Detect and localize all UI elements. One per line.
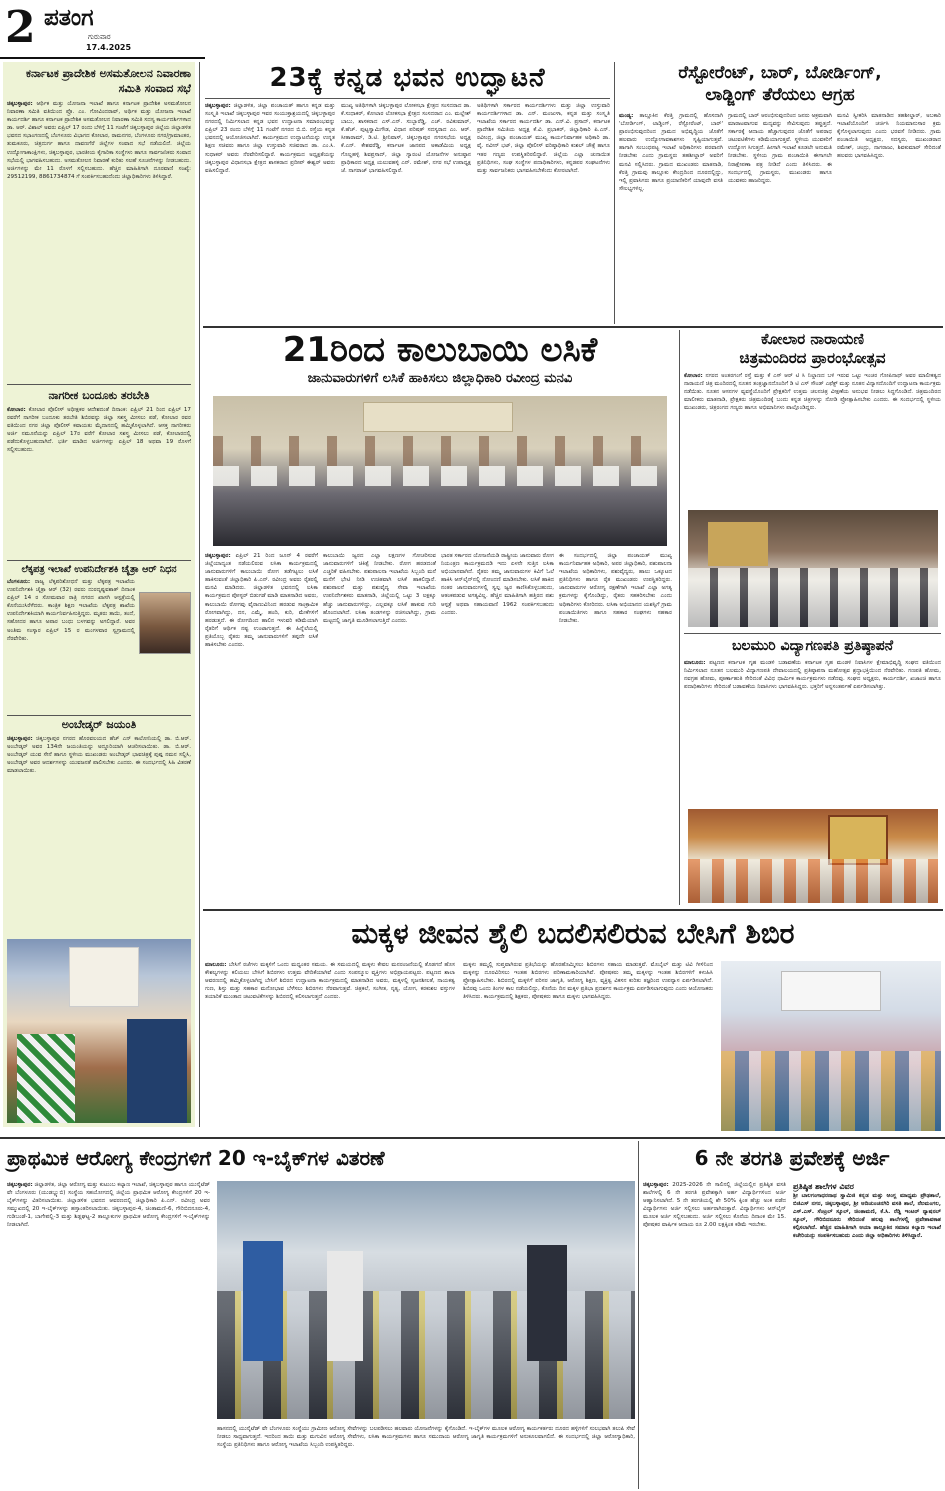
story-column: [728, 112, 832, 322]
story-column: [793, 1181, 941, 1487]
lead-story: [205, 62, 610, 324]
summer-camp-photo: [721, 961, 941, 1131]
dateline: ಚಿಕ್ಕಬಳ್ಳಾಪುರ:: [7, 736, 33, 742]
story-body: ಏಪ್ರಿಲ್ 21 ರಿಂದ ಜೂನ್ 4 ರವರೆಗೆ ಜಿಲ್ಲೆಯಾದ್ಯಂತ ನಡೆಯಲಿರುವ ಲಸಿಕಾ ಕಾರ್ಯಕ್ರಮದಲ್ಲಿ ಜಾನುವಾರುಗಳಿಗೆ ಕಾಲುಬಾಯಿ ರೋಗ ತಡೆಗಟ್ಟಲು ಲಸಿಕೆ ಹಾಕಿಸುವಂತೆ ಜಿಲ್ಲಾಧಿಕಾರಿ ಪಿ.ಎನ್. ರವೀಂದ್ರ ಅವರು ರೈತರಲ್ಲಿ ಮನವಿ ಮಾಡಿದರು. ಜಿಲ್ಲಾಡಳಿತ ಭವನದಲ್ಲಿ ಲಸಿಕಾ ಕಾರ್ಯಕ್ರಮದ ಪೋಸ್ಟರ್ ಬಿಡುಗಡೆ ಮಾಡಿ ಮಾತನಾಡಿದ ಅವರು, ಕಾಲುಬಾಯಿ ರೋಗವು ವೈರಾಣುವಿನಿಂದ ಹರಡುವ ಸಾಂಕ್ರಾಮಿಕ ರೋಗವಾಗಿದ್ದು, ದನ, ಎಮ್ಮೆ, ಹಂದಿ, ಕುರಿ, ಮೇಕೆಗಳಿಗೆ ಹರಡುತ್ತದೆ. ಈ ರೋಗದಿಂದ ಹಾಲಿನ ಇಳುವರಿ ಕಡಿಮೆಯಾಗಿ ರೈತರಿಗೆ ಆರ್ಥಿಕ ನಷ್ಟ ಉಂಟಾಗುತ್ತದೆ. ಈ ಹಿನ್ನೆಲೆಯಲ್ಲಿ ಪ್ರತಿಯೊಬ್ಬ ರೈತರು ತಮ್ಮ ಜಾನುವಾರುಗಳಿಗೆ ತಪ್ಪದೇ ಲಸಿಕೆ ಹಾಕಿಸಬೇಕು ಎಂದರು.: [205, 553, 318, 649]
story-body: ಜಿಲ್ಲಾಡಳಿತ, ಜಿಲ್ಲಾ ಆರೋಗ್ಯ ಮತ್ತು ಕುಟುಂಬ ಕಲ್ಯಾಣ ಇಲಾಖೆ, ಚಿಕ್ಕಬಳ್ಳಾಪುರ ಹಾಗೂ ಯುನೈಟೆಡ್ ವೇ ಬೆಂಗಳೂರು (ಯುಡಬ್ಲ್ಯುಬಿ) ಸಂಸ್ಥೆಯ ಸಹಯೋಗದಲ್ಲಿ ಜಿಲ್ಲೆಯ ಪ್ರಾಥಮಿಕ ಆರೋಗ್ಯ ಕೇಂದ್ರಗಳಿಗೆ 20 ಇ-ಬೈಕ್‌ಗಳನ್ನು ವಿತರಿಸಲಾಯಿತು. ಜಿಲ್ಲಾಡಳಿತ ಭವನದ ಆವರಣದಲ್ಲಿ ಜಿಲ್ಲಾಧಿಕಾರಿ ಪಿ.ಎನ್. ರವೀಂದ್ರ ಅವರ ಸಮ್ಮುಖದಲ್ಲಿ 20 ಇ-ಬೈಕ್‌ಗಳನ್ನು ಹಸ್ತಾಂತರಿಸಲಾಯಿತು. ಚಿಕ್ಕಬಳ್ಳಾಪುರ-4, ಚಿಂತಾಮಣಿ-6, ಗೌರಿಬಿದನೂರು-4, ಗುಡಿಬಂಡೆ-1, ಬಾಗೇಪಲ್ಲಿ-3 ಮತ್ತು ಶಿಡ್ಲಘಟ್ಟ-2 ತಾಲ್ಲೂಕುಗಳ ಪ್ರಾಥಮಿಕ ಆರೋಗ್ಯ ಕೇಂದ್ರಗಳಿಗೆ ಇ-ಬೈಕ್‌ಗಳನ್ನು ನೀಡಲಾಗಿದೆ.: [7, 1182, 210, 1229]
vaccine-story: [205, 330, 675, 905]
camp-story: [205, 913, 941, 1133]
page-number: 2: [5, 2, 36, 53]
story-body: ಕೋಲಾರ ಪೊಲೀಸ್ ಅಧೀಕ್ಷಕರ ಆದೇಶದಂತೆ ದಿನಾಂಕ: ಏಪ್ರಿಲ್ 21 ರಿಂದ ಏಪ್ರಿಲ್ 17 ರವರೆಗೆ ನಾಗರೀಕ ಬಂದೂಕು ತರಬೇತಿ ಶಿಬಿರವನ್ನು ಜಿಲ್ಲಾ ಸಶಸ್ತ್ರ ಮೀಸಲು ಪಡೆ, ಕೋಲಾರ ರವರ ವತಿಯಿಂದ ನಗರ ಜಿಲ್ಲಾ ಪೊಲೀಸ್ ಕವಾಯತು ಮೈದಾನದಲ್ಲಿ ಹಮ್ಮಿಕೊಳ್ಳಲಾಗಿದೆ. ಆಸಕ್ತ ನಾಗರೀಕರು ಅರ್ಜಿ ನಮೂನೆಯನ್ನು ಏಪ್ರಿಲ್ 17ರ ವರೆಗೆ ಕೋಲಾರ ಸಶಸ್ತ್ರ ಮೀಸಲು ಪಡೆ, ಕೋಲಾರದಲ್ಲಿ ಪಡೆದುಕೊಳ್ಳಬಹುದಾಗಿದೆ. ಭರ್ತಿ ಮಾಡಿದ ಅರ್ಜಿಗಳನ್ನು ಏಪ್ರಿಲ್ 18 ಅಥವಾ 19 ರೊಳಗೆ ಸಲ್ಲಿಸಬಹುದು.: [7, 407, 191, 454]
story-body: 2025-2026 ನೇ ಸಾಲಿನಲ್ಲಿ ಜಿಲ್ಲೆಯಲ್ಲಿನ ಪ್ರತಿಷ್ಠಿತ ವಸತಿ ಶಾಲೆಗಳಲ್ಲಿ 6 ನೇ ತರಗತಿ ಪ್ರವೇಶಕ್ಕಾಗಿ ಅರ್ಹ ವಿದ್ಯಾರ್ಥಿಗಳಿಂದ ಅರ್ಜಿ ಆಹ್ವಾನಿಸಲಾಗಿದೆ. 5 ನೇ ತರಗತಿಯಲ್ಲಿ ಶೇ 50% ಕ್ಕಿಂತ ಹೆಚ್ಚು ಅಂಕ ಪಡೆದ ವಿದ್ಯಾರ್ಥಿಗಳು ಅರ್ಜಿ ಸಲ್ಲಿಸಲು ಅರ್ಹರಾಗಿರುತ್ತಾರೆ. ವಿದ್ಯಾರ್ಥಿಗಳು ಆನ್‌ಲೈನ್ ಮೂಲಕ ಅರ್ಜಿ ಸಲ್ಲಿಸಬಹುದು. ಅರ್ಜಿ ಸಲ್ಲಿಸಲು ಕೊನೆಯ ದಿನಾಂಕ ಮೇ 15. ಪೋಷಕರ ವಾರ್ಷಿಕ ಆದಾಯ ರೂ 2.00 ಲಕ್ಷಕ್ಕಿಂತ ಕಡಿಮೆ ಇರಬೇಕು.: [643, 1182, 786, 1229]
story-column: [205, 961, 455, 1131]
story-column: [619, 112, 723, 322]
dateline: ಮಾಲೂರು:: [684, 660, 706, 666]
story-column: [323, 552, 436, 904]
story-body: ಶ್ರೀ ಬಾಲಗಂಗಾಧರನಾಥ ಸ್ವಾಮಿಜಿ ಕನ್ನಡ ಮತ್ತು ಆಂಗ್ಲ ಮಾಧ್ಯಮ ಪ್ರೌಢಶಾಲೆ, ಬಿಜಿಎಸ್ ನಗರ, ಚಿಕ್ಕಬಳ್ಳಾಪುರ, ಶ್ರೀ ಆದಿಚುಂಚನಗಿರಿ ವಸತಿ ಶಾಲೆ, ನೆಲಮಂಗಲ, ಎಸ್.ಎಸ್. ಸೆಂಟ್ರಲ್ ಸ್ಕೂಲ್, ಚಿಂತಾಮಣಿ, ಕೆ.ಸಿ. ರೆಡ್ಡಿ ಇಂಟರ್ ನ್ಯಾಷನಲ್ ಸ್ಕೂಲ್, ಗೌರಿಬಿದನೂರು ಸೇರಿದಂತೆ ಹಲವು ಶಾಲೆಗಳಲ್ಲಿ ಪ್ರವೇಶಾವಕಾಶ ಕಲ್ಪಿಸಲಾಗಿದೆ. ಹೆಚ್ಚಿನ ಮಾಹಿತಿಗಾಗಿ ಆಯಾ ತಾಲ್ಲೂಕಿನ ಸಮಾಜ ಕಲ್ಯಾಣ ಇಲಾಖೆ ಕಚೇರಿಯನ್ನು ಸಂಪರ್ಕಿಸಬಹುದು ಎಂದು ಜಿಲ್ಲಾ ಅಧಿಕಾರಿಗಳು ತಿಳಿಸಿದ್ದಾರೆ.: [793, 1193, 941, 1240]
story-column: [837, 112, 941, 322]
headline: 6 ನೇ ತರಗತಿ ಪ್ರವೇಶಕ್ಕೆ ಅರ್ಜಿ: [694, 1146, 890, 1170]
story-body: ನಗರದ ಅಂತರಗಂಗೆ ರಸ್ತೆ ಮತ್ತು ಕೆ ಎಸ್ ಆರ್ ಟಿ ಸಿ ನಿಲ್ದಾಣದ ಬಳಿ ಇರುವ ಒಟ್ಟು ಇಂಚರ ಗೋಪಿನಾಥ್ ಅವರ ಮಾಲೀಕತ್ವದ ನಾರಾಯಣಿ ಚಿತ್ರ ಮಂದಿರದಲ್ಲಿ ನೂತನ ತಂತ್ರಜ್ಞಾನದೊಂದಿಗೆ ಡಿ ಟಿ ಎಸ್ ಸೌಂಡ್ ಎಫೆಕ್ಟ್ ಮತ್ತು ನೂತನ ವಿನ್ಯಾಸದೊಂದಿಗೆ ಉದ್ಘಾಟನಾ ಕಾರ್ಯಕ್ರಮ ನಡೆಯಿತು. ನೂತನ ಆಸನಗಳ ವ್ಯವಸ್ಥೆಯೊಂದಿಗೆ ಪ್ರೇಕ್ಷಕರಿಗೆ ಉತ್ತಮ ಚಲನಚಿತ್ರ ವೀಕ್ಷಣೆಯ ಅನುಭವ ನೀಡಲು ಸಿದ್ಧಗೊಂಡಿದೆ. ಚಿತ್ರಮಂದಿರದ ಮಾಲೀಕರು ಮಾತನಾಡಿ, ಪ್ರೇಕ್ಷಕರು ಚಿತ್ರಮಂದಿರಕ್ಕೆ ಬಂದು ಕನ್ನಡ ಚಿತ್ರಗಳನ್ನು ನೋಡಿ ಪ್ರೋತ್ಸಾಹಿಸಬೇಕು ಎಂದರು. ಈ ಸಂದರ್ಭದಲ್ಲಿ ಸ್ಥಳೀಯ ಮುಖಂಡರು, ಚಿತ್ರರಂಗದ ಗಣ್ಯರು ಹಾಗೂ ಅಭಿಮಾನಿಗಳು ಪಾಲ್ಗೊಂಡಿದ್ದರು.: [684, 373, 941, 412]
story-body-block: [684, 372, 941, 488]
headline: ಕರ್ನಾಟಕ ಪ್ರಾದೇಶಿಕ ಅಸಮತೋಲನ ನಿವಾರಣಾ ಸಮಿತಿ ಸಂವಾದ ಸಭೆ: [26, 67, 191, 95]
headline: ಲೆಕ್ಕಪತ್ರ ಇಲಾಖೆ ಉಪನಿರ್ದೇಶಕಿ ಚೈತ್ರಾ ಆರ್ ನಿಧನ: [21, 564, 177, 575]
story-column: [441, 552, 554, 904]
story-column: [559, 552, 672, 904]
story-body: ಪಟ್ಟಣದ ಕರ್ನಾಟಕ ಗೃಹ ಮಂಡಳಿ ಬಡಾವಣೆಯ ಕರ್ನಾಟಕ ಗೃಹ ಮಂಡಳಿ ನಿವಾಸಿಗಳ ಕ್ಷೇಮಾಭಿವೃದ್ಧಿ ಸಂಘದ ವತಿಯಿಂದ ನಿರ್ಮಿಸಲಾದ ನೂತನ ಬಲಮುರಿ ವಿದ್ಯಾಗಣಪತಿ ದೇವಾಲಯದಲ್ಲಿ ಪ್ರತಿಷ್ಠಾಪನಾ ಮಹೋತ್ಸವ ಶ್ರದ್ಧಾಭಕ್ತಿಯಿಂದ ನೆರವೇರಿತು. ಗಣಪತಿ ಹೋಮ, ನವಗ್ರಹ ಹೋಮ, ಪೂರ್ಣಾಹುತಿ ಸೇರಿದಂತೆ ವಿವಿಧ ಧಾರ್ಮಿಕ ಕಾರ್ಯಕ್ರಮಗಳು ನಡೆದವು. ಸಂಘದ ಅಧ್ಯಕ್ಷರು, ಕಾರ್ಯದರ್ಶಿ, ಖಜಾಂಚಿ ಹಾಗೂ ಪದಾಧಿಕಾರಿಗಳು ಸೇರಿದಂತೆ ಬಡಾವಣೆಯ ನಿವಾಸಿಗಳು ಭಾಗವಹಿಸಿದ್ದರು. ಭಕ್ತರಿಗೆ ಅನ್ನಸಂತರ್ಪಣೆ ಏರ್ಪಡಿಸಲಾಗಿತ್ತು.: [684, 660, 941, 691]
masthead-day: ಗುರುವಾರ: [88, 33, 111, 41]
story-body: ಅತಿಥಿಗಳಾಗಿ ಸರ್ಕಾರದ ಕಾರ್ಯದರ್ಶಿಗಳು ಮತ್ತು ಜಿಲ್ಲಾ ಉಸ್ತುವಾರಿ ಕಾರ್ಯದರ್ಶಿಗಳಾದ ಡಾ. ಎನ್. ಮಂಜುಳಾ, ಕನ್ನಡ ಮತ್ತು ಸಂಸ್ಕೃತಿ ಇಲಾಖೆಯ ಸರ್ಕಾರದ ಕಾರ್ಯದರ್ಶಿ ಡಾ. ಎನ್.ವಿ. ಪ್ರಸಾದ್, ಕರ್ನಾಟಕ ಪ್ರಾದೇಶಿಕ ಸಮಿತಿಯ ಅಧ್ಯಕ್ಷ ಕೆ.ವಿ. ಪ್ರಭಾಕರ್, ಜಿಲ್ಲಾಧಿಕಾರಿ ಪಿ.ಎನ್. ರವೀಂದ್ರ, ಜಿಲ್ಲಾ ಪಂಚಾಯತ್ ಮುಖ್ಯ ಕಾರ್ಯನಿರ್ವಾಹಕ ಅಧಿಕಾರಿ ಡಾ. ವೈ. ನವೀನ್ ಭಟ್, ಜಿಲ್ಲಾ ಪೊಲೀಸ್ ವರಿಷ್ಠಾಧಿಕಾರಿ ಕುಶಲ್ ಚೌಕ್ಸೆ ಹಾಗೂ ಇತರ ಗಣ್ಯರು ಉಪಸ್ಥಿತರಿರಲಿದ್ದಾರೆ. ಜಿಲ್ಲೆಯ ಎಲ್ಲಾ ಚುನಾಯಿತ ಪ್ರತಿನಿಧಿಗಳು, ಸಂಘ ಸಂಸ್ಥೆಗಳ ಪದಾಧಿಕಾರಿಗಳು, ಕನ್ನಡಪರ ಸಂಘಟನೆಗಳು ಮತ್ತು ಸಾರ್ವಜನಿಕರು ಭಾಗವಹಿಸಬೇಕೆಂದು ಕೋರಲಾಗಿದೆ.: [477, 103, 610, 174]
dateline: ಕೋಲಾರ:: [684, 373, 703, 379]
temple-photo: [688, 809, 938, 903]
headline: ಮಕ್ಕಳ ಜೀವನ ಶೈಲಿ ಬದಲಿಸಲಿರುವ ಬೇಸಿಗೆ ಶಿಬಿರ: [351, 917, 795, 950]
ebike-distribution-photo: [217, 1181, 635, 1419]
sidebar-story: [7, 388, 191, 558]
story-column: [205, 102, 335, 322]
headline: 23ಕ್ಕೆ ಕನ್ನಡ ಭವನ ಉದ್ಘಾಟನೆ: [269, 63, 546, 93]
dateline: ಬೆಂಗಳೂರು:: [7, 579, 31, 585]
story-column: [205, 552, 318, 904]
dateline: ಚಿಕ್ಕಬಳ್ಳಾಪುರ:: [7, 1182, 33, 1188]
story-column: [477, 102, 610, 322]
ebike-story: [3, 1141, 635, 1489]
headline: ಪ್ರಾಥಮಿಕ ಆರೋಗ್ಯ ಕೇಂದ್ರಗಳಿಗೆ 20 ಇ-ಬೈಕ್‌ಗಳ ವಿತರಣೆ: [7, 1146, 385, 1170]
headline: ಲಾಡ್ಜಿಂಗ್ ತೆರೆಯಲು ಆಗ್ರಹ: [705, 85, 855, 105]
ambedkar-jayanti-photo: [7, 939, 191, 1123]
masthead-date: 17.4.2025: [86, 43, 132, 52]
headline: ಚಿತ್ರಮಂದಿರದ ಪ್ರಾರಂಭೋತ್ಸವ: [739, 349, 886, 367]
headline: ಕೋಲಾರ ನಾರಾಯಣಿ: [761, 330, 864, 348]
story-body-block: [684, 659, 941, 805]
headline: ನಾಗರೀಕ ಬಂದೂಕು ತರಬೇತಿ: [48, 389, 150, 402]
story-body: ಕಾಲುಬಾಯಿ ಜ್ವರದ ಎಲ್ಲಾ ಲಕ್ಷಣಗಳ ಗೋಚರಿಸುವ ಜಾನುವಾರುಗಳಿಗೆ ಚಿಕಿತ್ಸೆ ನೀಡಬೇಕು. ರೋಗ ಹರಡದಂತೆ ಎಚ್ಚರಿಕೆ ವಹಿಸಬೇಕು. ಪಶುಪಾಲನಾ ಇಲಾಖೆಯ ಸಿಬ್ಬಂದಿ ಮನೆ ಮನೆಗೆ ಭೇಟಿ ನೀಡಿ ಉಚಿತವಾಗಿ ಲಸಿಕೆ ಹಾಕಲಿದ್ದಾರೆ. ಪಶುಪಾಲನೆ ಮತ್ತು ಪಶುವೈದ್ಯ ಸೇವಾ ಇಲಾಖೆಯ ಉಪನಿರ್ದೇಶಕರು ಮಾತನಾಡಿ, ಜಿಲ್ಲೆಯಲ್ಲಿ ಒಟ್ಟು 3 ಲಕ್ಷಕ್ಕೂ ಹೆಚ್ಚು ಜಾನುವಾರುಗಳಿದ್ದು, ಎಲ್ಲವಕ್ಕೂ ಲಸಿಕೆ ಹಾಕುವ ಗುರಿ ಹೊಂದಲಾಗಿದೆ. ಲಸಿಕಾ ತಂಡಗಳನ್ನು ರಚಿಸಲಾಗಿದ್ದು, ಗ್ರಾಮ ಮಟ್ಟದಲ್ಲಿ ಜಾಗೃತಿ ಮೂಡಿಸಲಾಗುತ್ತಿದೆ ಎಂದರು.: [323, 553, 436, 624]
headline: ರೆಸ್ಟೋರೆಂಟ್, ಬಾರ್, ಬೋರ್ಡಿಂಗ್,: [678, 63, 882, 83]
subheadline: ಜಾನುವಾರುಗಳಿಗೆ ಲಸಿಕೆ ಹಾಕಿಸಲು ಜಿಲ್ಲಾಧಿಕಾರಿ ರವೀಂದ್ರ ಮನವಿ: [307, 371, 573, 386]
story-body: ಆರ್ಥಿಕ ಮತ್ತು ಯೋಜನಾ ಇಲಾಖೆ ಹಾಗೂ ಕರ್ನಾಟಕ ಪ್ರಾದೇಶಿಕ ಅಸಮತೋಲನ ನಿವಾರಣಾ ಸಮಿತಿ ವತಿಯಿಂದ ಪ್ರೊ. ಎಂ. ಗೋವಿಂದರಾವ್, ಅರ್ಥಿಕ ಮತ್ತು ಯೋಜನಾ ಇಲಾಖೆ ಕಾರ್ಯದರ್ಶಿ ಹಾಗೂ ಕರ್ನಾಟಕ ಪ್ರಾದೇಶಿಕ ಅಸಮತೋಲನ ನಿವಾರಣಾ ಸಮಿತಿ ಸದಸ್ಯ ಕಾರ್ಯದರ್ಶಿಗಳಾದ ಡಾ. ಆರ್. ವಿಶಾಲ್ ಅವರು ಏಪ್ರಿಲ್ 17 ರಂದು ಬೆಳಿಗ್ಗೆ 11 ಗಂಟೆಗೆ ಚಿಕ್ಕಬಳ್ಳಾಪುರ ಜಿಲ್ಲೆಯ ಜಿಲ್ಲಾಡಳಿತ ಭವನದ ಸಭಾಂಗಣದಲ್ಲಿ ಬೆಂಗಳೂರು ವಿಭಾಗದ ಕೋಲಾರ, ರಾಮನಗರ, ಬೆಂಗಳೂರು ನಗರ/ಗ್ರಾಮಾಂತರ, ತುಮಕೂರು, ಚಿತ್ರದುರ್ಗ ಹಾಗೂ ದಾವಣಗೆರೆ ಜಿಲ್ಲೆಗಳ ಸಂವಾದ ಸಭೆ ನಡೆಯಲಿದೆ. ಜಿಲ್ಲೆಯ ಉದ್ಯೋಗಾಕಾಂಕ್ಷಿಗಳು, ಚಿಕ್ಕಬಳ್ಳಾಪುರ, ಭಾರತೀಯ ಕೈಗಾರಿಕಾ ಸಂಸ್ಥೆಗಳು ಹಾಗೂ ಸಾರ್ವಜನಿಕರು ಸಂವಾದ ಸಭೆಯಲ್ಲಿ ಭಾಗವಹಿಸಬಹುದು. ಅಸಮತೋಲನ ನಿವಾರಣೆ ಕುರಿತು ಸಲಹೆ ಸೂಚನೆಗಳನ್ನು ನೀಡಬಹುದು. ಅರ್ಜಿಗಳನ್ನು ಮೇ 11 ರೊಳಗೆ ಸಲ್ಲಿಸಬಹುದು. ಹೆಚ್ಚಿನ ಮಾಹಿತಿಗಾಗಿ ದೂರವಾಣಿ ಸಂಖ್ಯೆ: 29512199, 8861734874 ಗೆ ಸಂಪರ್ಕಿಸಬಹುದೆಂದು ಜಿಲ್ಲಾಧಿಕಾರಿಗಳು ತಿಳಿಸಿದ್ದಾರೆ.: [7, 101, 191, 180]
dateline: ಕೋಲಾರ:: [7, 407, 26, 413]
dateline: ಚಿಕ್ಕಬಳ್ಳಾಪುರ:: [205, 103, 231, 109]
cinema-story: [684, 330, 941, 630]
story-body: ಈ ಸಂದರ್ಭದಲ್ಲಿ ಜಿಲ್ಲಾ ಪಂಚಾಯತ್ ಮುಖ್ಯ ಕಾರ್ಯನಿರ್ವಾಹಕ ಅಧಿಕಾರಿ, ಅಪರ ಜಿಲ್ಲಾಧಿಕಾರಿ, ಪಶುಪಾಲನಾ ಇಲಾಖೆಯ ಅಧಿಕಾರಿಗಳು, ಪಶುವೈದ್ಯರು, ಹಾಲು ಒಕ್ಕೂಟದ ಪ್ರತಿನಿಧಿಗಳು ಹಾಗೂ ರೈತ ಮುಖಂಡರು ಉಪಸ್ಥಿತರಿದ್ದರು. ಜಾನುವಾರುಗಳ ಆರೋಗ್ಯ ರಕ್ಷಣೆಗಾಗಿ ಇಲಾಖೆ ಎಲ್ಲಾ ಅಗತ್ಯ ಕ್ರಮಗಳನ್ನು ಕೈಗೊಂಡಿದ್ದು, ರೈತರು ಸಹಕರಿಸಬೇಕು ಎಂದು ಅಧಿಕಾರಿಗಳು ಕೋರಿದರು. ಲಸಿಕಾ ಅಭಿಯಾನದ ಯಶಸ್ಸಿಗೆ ಗ್ರಾಮ ಪಂಚಾಯಿತಿಗಳು ಹಾಗೂ ಸಹಕಾರ ಸಂಘಗಳು ಸಹಕಾರ ನೀಡಬೇಕು.: [559, 553, 672, 624]
headline: ಬಲಮುರಿ ವಿದ್ಯಾಗಣಪತಿ ಪ್ರತಿಷ್ಠಾಪನೆ: [731, 638, 894, 654]
dateline: ಚಿಕ್ಕಬಳ್ಳಾಪುರ:: [643, 1182, 669, 1188]
portrait-photo: [139, 592, 191, 654]
ganapati-story: [684, 637, 941, 905]
story-column: [463, 961, 713, 1131]
masthead: [0, 0, 140, 58]
poster-release-photo: [213, 396, 667, 546]
sidebar-story: [7, 66, 191, 384]
cinema-inauguration-photo: [688, 510, 938, 627]
headline: ಅಂಬೇಡ್ಕರ್ ಜಯಂತಿ: [61, 718, 137, 731]
story-body: ಹಾಸನದಲ್ಲಿ ಯುನೈಟೆಡ್ ವೇ ಬೆಂಗಳೂರು ಸಂಸ್ಥೆಯು ಗ್ರಾಮೀಣ ಆರೋಗ್ಯ ಸೇವೆಗಳನ್ನು ಬಲಪಡಿಸಲು ಹಲವಾರು ಯೋಜನೆಗಳನ್ನು ಕೈಗೊಂಡಿದೆ. ಇ-ಬೈಕ್‌ಗಳ ಮೂಲಕ ಆರೋಗ್ಯ ಕಾರ್ಯಕರ್ತರು ದೂರದ ಹಳ್ಳಿಗಳಿಗೆ ಸುಲಭವಾಗಿ ತಲುಪಿ ಸೇವೆ ನೀಡಲು ಸಾಧ್ಯವಾಗುತ್ತದೆ. ಇದರಿಂದ ತಾಯಿ ಮತ್ತು ಮಗುವಿನ ಆರೋಗ್ಯ ಸೇವೆಗಳು, ಲಸಿಕಾ ಕಾರ್ಯಕ್ರಮಗಳು ಹಾಗೂ ಸಮುದಾಯ ಆರೋಗ್ಯ ಜಾಗೃತಿ ಕಾರ್ಯಕ್ರಮಗಳಿಗೆ ಅನುಕೂಲವಾಗಲಿದೆ. ಈ ಸಂದರ್ಭದಲ್ಲಿ ಜಿಲ್ಲಾ ಆರೋಗ್ಯಾಧಿಕಾರಿ, ಸಂಸ್ಥೆಯ ಪ್ರತಿನಿಧಿಗಳು ಹಾಗೂ ಆರೋಗ್ಯ ಇಲಾಖೆಯ ಸಿಬ್ಬಂದಿ ಉಪಸ್ಥಿತರಿದ್ದರು.: [217, 1426, 635, 1449]
story-column: [341, 102, 471, 322]
sidebar: [3, 62, 195, 1127]
story-column: [643, 1181, 786, 1487]
admission-story: [643, 1141, 941, 1489]
restaurant-story: [619, 62, 941, 324]
story-body: ಬೇಸಿಗೆ ರಜೆಗಳು ಮಕ್ಕಳಿಗೆ ಒಂದು ಮಧ್ಯಂತರ ಸಮಯ. ಈ ಸಮಯದಲ್ಲಿ ಮಕ್ಕಳು ಕೇವಲ ಮನರಂಜನೆಯಲ್ಲಿ ತೊಡಗದೆ ಹೊಸ ಕೌಶಲ್ಯಗಳನ್ನು ಕಲಿಯಲು ಬೇಸಿಗೆ ಶಿಬಿರಗಳು ಉತ್ತಮ ವೇದಿಕೆಯಾಗಿವೆ ಎಂದು ಸಂಪನ್ಮೂಲ ವ್ಯಕ್ತಿಗಳು ಅಭಿಪ್ರಾಯಪಟ್ಟರು. ಪಟ್ಟಣದ ಶಾಲಾ ಆವರಣದಲ್ಲಿ ಹಮ್ಮಿಕೊಳ್ಳಲಾಗಿದ್ದ ಬೇಸಿಗೆ ಶಿಬಿರದ ಉದ್ಘಾಟನಾ ಕಾರ್ಯಕ್ರಮದಲ್ಲಿ ಮಾತನಾಡಿದ ಅವರು, ಮಕ್ಕಳಲ್ಲಿ ಸೃಜನಶೀಲತೆ, ನಾಯಕತ್ವ ಗುಣ, ಶಿಸ್ತು ಮತ್ತು ಸಹಕಾರ ಮನೋಭಾವ ಬೆಳೆಸಲು ಶಿಬಿರಗಳು ನೆರವಾಗುತ್ತವೆ. ಚಿತ್ರಕಲೆ, ಸಂಗೀತ, ನೃತ್ಯ, ಯೋಗ, ಕರಕುಶಲ ವಸ್ತುಗಳ ತಯಾರಿಕೆ ಮುಂತಾದ ಚಟುವಟಿಕೆಗಳನ್ನು ಶಿಬಿರದಲ್ಲಿ ಕಲಿಸಲಾಗುತ್ತದೆ ಎಂದರು.: [205, 962, 455, 1001]
story-body: ಭಾರತ ಸರ್ಕಾರದ ಯೋಜನೆಯಡಿ ರಾಷ್ಟ್ರೀಯ ಜಾನುವಾರು ರೋಗ ನಿಯಂತ್ರಣ ಕಾರ್ಯಕ್ರಮದಡಿ ಇದು ಏಳನೇ ಸುತ್ತಿನ ಲಸಿಕಾ ಅಭಿಯಾನವಾಗಿದೆ. ರೈತರು ತಮ್ಮ ಜಾನುವಾರುಗಳ ಕಿವಿಗೆ ಓಲೆ ಹಾಕಿಸಿ ಆನ್‌ಲೈನ್‌ನಲ್ಲಿ ನೋಂದಣಿ ಮಾಡಿಸಬೇಕು. ಲಸಿಕೆ ಹಾಕಿದ ನಂತರ ಜಾನುವಾರುಗಳಲ್ಲಿ ಸ್ವಲ್ಪ ಜ್ವರ ಕಾಣಿಸಿಕೊಳ್ಳಬಹುದು, ಆತಂಕಪಡುವ ಅಗತ್ಯವಿಲ್ಲ. ಹೆಚ್ಚಿನ ಮಾಹಿತಿಗಾಗಿ ಹತ್ತಿರದ ಪಶು ಆಸ್ಪತ್ರೆ ಅಥವಾ ಸಹಾಯವಾಣಿ 1962 ಸಂಪರ್ಕಿಸಬಹುದು ಎಂದರು.: [441, 553, 554, 616]
story-column: [7, 1181, 210, 1487]
dateline: ಚಿಕ್ಕಬಳ್ಳಾಪುರ:: [205, 553, 231, 559]
story-body: ಚಿಕ್ಕಬಳ್ಳಾಪುರ ನಗರದ ಹೊರವಲಯದ ಹೆಚ್ ಎನ್ ಕಾಲೋನಿಯಲ್ಲಿ ಡಾ. ಬಿ.ಆರ್. ಅಂಬೇಡ್ಕರ್ ಅವರ 134ನೇ ಜಯಂತಿಯನ್ನು ಅದ್ದೂರಿಯಾಗಿ ಆಚರಿಸಲಾಯಿತು. ಡಾ. ಬಿ.ಆರ್. ಅಂಬೇಡ್ಕರ್ ಯುವ ಸೇನೆ ಹಾಗೂ ಸ್ಥಳೀಯ ಮುಖಂಡರು ಅಂಬೇಡ್ಕರ್ ಭಾವಚಿತ್ರಕ್ಕೆ ಪುಷ್ಪ ನಮನ ಸಲ್ಲಿಸಿ, ಅಂಬೇಡ್ಕರ್ ಅವರ ಆದರ್ಶಗಳನ್ನು ಯುವಜನತೆ ಪಾಲಿಸಬೇಕು ಎಂದರು. ಈ ಸಂದರ್ಭದಲ್ಲಿ ಸಿಹಿ ವಿತರಣೆ ಮಾಡಲಾಯಿತು.: [7, 736, 191, 775]
story-body: ರಾಜ್ಯ ಲೆಕ್ಕಪರಿಶೋಧನೆ ಮತ್ತು ಲೆಕ್ಕಪತ್ರ ಇಲಾಖೆಯ ಉಪನಿರ್ದೇಶಕಿ ಚೈತ್ರಾ ಆರ್ (32) ರವರು ದುರದೃಷ್ಟವಶಾತ್ ದಿನಾಂಕ ಏಪ್ರಿಲ್ 14 ರ ಸೋಮವಾರ ರಾತ್ರಿ ನಗರದ ಖಾಸಗಿ ಆಸ್ಪತ್ರೆಯಲ್ಲಿ ಕೊನೆಯುಸಿರೆಳೆದರು. ಕಾಂತ್ರಿಕ ಶಿಕ್ಷಣ ಇಲಾಖೆಯ ಲೆಕ್ಕಪತ್ರ ಶಾಖೆಯ ಉಪನಿರ್ದೇಶಕಿಯಾಗಿ ಕಾರ್ಯನಿರ್ವಹಿಸುತ್ತಿದ್ದರು. ಮೃತರು ತಾಯಿ, ತಂದೆ, ಸಹೋದರ ಹಾಗೂ ಅಪಾರ ಬಂಧು ಬಳಗವನ್ನು ಅಗಲಿದ್ದಾರೆ. ಅವರ ಅಂತಿಮ ಸಂಸ್ಕಾರ ಏಪ್ರಿಲ್ 15 ರ ಮಂಗಳವಾರ ಸ್ವಗ್ರಾಮದಲ್ಲಿ ನೆರವೇರಿತು.: [7, 579, 135, 642]
sidebar-story: [7, 563, 191, 713]
story-column: [217, 1425, 635, 1487]
headline: 21ರಿಂದ ಕಾಲುಬಾಯಿ ಲಸಿಕೆ: [282, 330, 598, 370]
story-body: ಮನವಿ ಸ್ವೀಕರಿಸಿ ಮಾತನಾಡಿದ ತಹಶೀಲ್ದಾರ್, ಅಬಕಾರಿ ಇಲಾಖೆಯೊಂದಿಗೆ ಚರ್ಚಿಸಿ ನಿಯಮಾನುಸಾರ ಕ್ರಮ ಕೈಗೊಳ್ಳಲಾಗುವುದು ಎಂದು ಭರವಸೆ ನೀಡಿದರು. ಗ್ರಾಮ ಪಂಚಾಯಿತಿ ಅಧ್ಯಕ್ಷರು, ಸದಸ್ಯರು, ಮುಖಂಡರಾದ ರಮೇಶ್, ಚಂದ್ರು, ನಾಗರಾಜು, ಶಿವಕುಮಾರ್ ಸೇರಿದಂತೆ ಹಲವರು ಭಾಗವಹಿಸಿದ್ದರು.: [837, 113, 941, 160]
story-body: ತಾಲ್ಲೂಕಿನ ಕೆರತ್ತಿ ಗ್ರಾಮದಲ್ಲಿ ಹೊಸದಾಗಿ 'ಬೋರ್ಡಿಂಗ್, ಲಾಡ್ಜಿಂಗ್, ರೆಸ್ಟೋರೆಂಟ್, ಬಾರ್' ಪ್ರಾರಂಭಿಸುವುದರಿಂದ ಗ್ರಾಮದ ಅಭಿವೃದ್ಧಿಯ ಜೊತೆಗೆ ಹಲವಾರು ಉದ್ಯೋಗಾವಕಾಶಗಳು ಸೃಷ್ಟಿಯಾಗುತ್ತವೆ. ಹಾಗಾಗಿ ಸಂಬಂಧಪಟ್ಟ ಇಲಾಖೆ ಅಧಿಕಾರಿಗಳು ಪರವಾನಗಿ ನೀಡಬೇಕು ಎಂದು ಗ್ರಾಮಸ್ಥರು ತಹಶೀಲ್ದಾರ್ ಅವರಿಗೆ ಮನವಿ ಸಲ್ಲಿಸಿದರು. ಗ್ರಾಮದ ಮುಖಂಡರು ಮಾತನಾಡಿ, ಕೆರತ್ತಿ ಗ್ರಾಮವು ತಾಲ್ಲೂಕು ಕೇಂದ್ರದಿಂದ ದೂರದಲ್ಲಿದ್ದು, ಇಲ್ಲಿ ಪ್ರವಾಸಿಗರು ಹಾಗೂ ಪ್ರಯಾಣಿಕರಿಗೆ ಯಾವುದೇ ವಸತಿ ಸೌಲಭ್ಯಗಳಿಲ್ಲ.: [619, 113, 723, 192]
subhead: ಪ್ರತಿಷ್ಠಿತ ಶಾಲೆಗಳ ವಿವರ: [793, 1182, 854, 1191]
story-body: ಮಕ್ಕಳು ತಮ್ಮಲ್ಲಿ ಸುಪ್ತವಾಗಿರುವ ಪ್ರತಿಭೆಯನ್ನು ಹೊರಹೊಮ್ಮಿಸಲು ಶಿಬಿರಗಳು ಸಹಾಯ ಮಾಡುತ್ತವೆ. ಮೊಬೈಲ್ ಮತ್ತು ಟಿವಿ ಗೀಳಿನಿಂದ ಮಕ್ಕಳನ್ನು ದೂರವಿರಿಸಲು ಇಂತಹ ಶಿಬಿರಗಳು ಪರಿಣಾಮಕಾರಿಯಾಗಿವೆ. ಪೋಷಕರು ತಮ್ಮ ಮಕ್ಕಳನ್ನು ಇಂತಹ ಶಿಬಿರಗಳಿಗೆ ಕಳುಹಿಸಿ ಪ್ರೋತ್ಸಾಹಿಸಬೇಕು. ಶಿಬಿರದಲ್ಲಿ ಮಕ್ಕಳಿಗೆ ಪರಿಸರ ಜಾಗೃತಿ, ಆರೋಗ್ಯ ಶಿಕ್ಷಣ, ವ್ಯಕ್ತಿತ್ವ ವಿಕಸನ ಕುರಿತು ತಜ್ಞರಿಂದ ಉಪನ್ಯಾಸ ಏರ್ಪಡಿಸಲಾಗಿದೆ. ಶಿಬಿರವು ಒಂದು ತಿಂಗಳ ಕಾಲ ನಡೆಯಲಿದ್ದು, ಕೊನೆಯ ದಿನ ಮಕ್ಕಳ ಪ್ರತಿಭಾ ಪ್ರದರ್ಶನ ಕಾರ್ಯಕ್ರಮ ಏರ್ಪಡಿಸಲಾಗುವುದು ಎಂದು ಆಯೋಜಕರು ತಿಳಿಸಿದರು. ಕಾರ್ಯಕ್ರಮದಲ್ಲಿ ಶಿಕ್ಷಕರು, ಪೋಷಕರು ಹಾಗೂ ಮಕ್ಕಳು ಭಾಗವಹಿಸಿದ್ದರು.: [463, 962, 713, 1001]
story-body: ಗ್ರಾಮದಲ್ಲಿ ಬಾರ್ ಆರಂಭಿಸುವುದರಿಂದ ಜನರು ಅಕ್ರಮವಾಗಿ ಮಾರಾಟವಾಗುವ ಮದ್ಯವನ್ನು ಸೇವಿಸುವುದು ತಪ್ಪುತ್ತದೆ. ಸರ್ಕಾರಕ್ಕೆ ಆದಾಯ ಹೆಚ್ಚಾಗುವುದರ ಜೊತೆಗೆ ಅಪರಾಧ ಚಟುವಟಿಕೆಗಳು ಕಡಿಮೆಯಾಗುತ್ತವೆ. ಸ್ಥಳೀಯ ಯುವಕರಿಗೆ ಉದ್ಯೋಗ ಸಿಗುತ್ತದೆ. ಹೀಗಾಗಿ ಇಲಾಖೆ ಕೂಡಲೇ ಅನುಮತಿ ನೀಡಬೇಕು. ಸ್ಥಳೀಯ ಗ್ರಾಮ ಪಂಚಾಯಿತಿ ಈಗಾಗಲೇ ನಿರಾಕ್ಷೇಪಣಾ ಪತ್ರ ನೀಡಿದೆ ಎಂದು ತಿಳಿಸಿದರು. ಈ ಸಂದರ್ಭದಲ್ಲಿ ಗ್ರಾಮಸ್ಥರು, ಮುಖಂಡರು ಹಾಗೂ ಯುವಕರು ಹಾಜರಿದ್ದರು.: [728, 113, 832, 184]
masthead-name: ಪತಂಗ: [44, 5, 94, 31]
dateline: ಮಂಡ್ಯ:: [619, 113, 634, 119]
story-body: ಜಿಲ್ಲಾಡಳಿತ, ಜಿಲ್ಲಾ ಪಂಚಾಯತ್ ಹಾಗೂ ಕನ್ನಡ ಮತ್ತು ಸಂಸ್ಕೃತಿ ಇಲಾಖೆ ಚಿಕ್ಕಬಳ್ಳಾಪುರ ಇವರ ಸಂಯುಕ್ತಾಶ್ರಯದಲ್ಲಿ ಚಿಕ್ಕಬಳ್ಳಾಪುರ ನಗರದಲ್ಲಿ ನಿರ್ಮಿಸಲಾದ ಕನ್ನಡ ಭವನ ಉದ್ಘಾಟನಾ ಸಮಾರಂಭವನ್ನು ಏಪ್ರಿಲ್ 23 ರಂದು ಬೆಳಿಗ್ಗೆ 11 ಗಂಟೆಗೆ ನಗರದ ಬಿ.ಬಿ. ರಸ್ತೆಯ ಕನ್ನಡ ಭವನದಲ್ಲಿ ಆಯೋಜಿಸಲಾಗಿದೆ. ಕಾರ್ಯಕ್ರಮದ ಉದ್ಘಾಟನೆಯನ್ನು ಉನ್ನತ ಶಿಕ್ಷಣ ಸಚಿವರು ಹಾಗೂ ಜಿಲ್ಲಾ ಉಸ್ತುವಾರಿ ಸಚಿವರಾದ ಡಾ. ಎಂ.ಸಿ. ಸುಧಾಕರ್ ಅವರು ನೆರವೇರಿಸಲಿದ್ದಾರೆ. ಕಾರ್ಯಕ್ರಮದ ಅಧ್ಯಕ್ಷತೆಯನ್ನು ಚಿಕ್ಕಬಳ್ಳಾಪುರ ವಿಧಾನಸಭಾ ಕ್ಷೇತ್ರದ ಶಾಸಕರಾದ ಪ್ರದೀಪ್ ಈಶ್ವರ್ ಅವರು ವಹಿಸಲಿದ್ದಾರೆ.: [205, 103, 335, 174]
sidebar-story: [7, 717, 191, 935]
dateline: ಮಾಲೂರು:: [205, 962, 227, 968]
story-body: ಮುಖ್ಯ ಅತಿಥಿಗಳಾಗಿ ಚಿಕ್ಕಬಳ್ಳಾಪುರ ಲೋಕಸಭಾ ಕ್ಷೇತ್ರದ ಸಂಸದರಾದ ಡಾ. ಕೆ.ಸುಧಾಕರ್, ಕೋಲಾರ ಲೋಕಸಭಾ ಕ್ಷೇತ್ರದ ಸಂಸದರಾದ ಎಂ. ಮಲ್ಲೇಶ್ ಬಾಬು, ಶಾಸಕರಾದ ಎಸ್.ಎನ್. ಸುಬ್ಬಾರೆಡ್ಡಿ, ಎಚ್. ರವಿಕುಮಾರ್, ಕೆ.ಹೆಚ್. ಪುಟ್ಟಸ್ವಾಮಿಗೌಡ, ವಿಧಾನ ಪರಿಷತ್ ಸದಸ್ಯರಾದ ಎಂ. ಆರ್. ಸೀತಾರಾಮ್, ಡಿ.ಟಿ. ಶ್ರೀನಿವಾಸ್, ಚಿಕ್ಕಬಳ್ಳಾಪುರ ನಗರಸಭೆಯ ಅಧ್ಯಕ್ಷ ಕೆ.ಎನ್. ಕೇಶವರೆಡ್ಡಿ, ಕರ್ನಾಟಕ ಜಾನಪದ ಅಕಾಡೆಮಿಯ ಅಧ್ಯಕ್ಷ ಗೊಲ್ಲಹಳ್ಳಿ ಶಿವಪ್ರಸಾದ್, ಜಿಲ್ಲಾ ಗ್ಯಾರಂಟಿ ಯೋಜನೆಗಳ ಅನುಷ್ಠಾನ ಪ್ರಾಧಿಕಾರದ ಅಧ್ಯಕ್ಷ ಯಲುವಹಳ್ಳಿ ಎನ್. ರಮೇಶ್, ನಗರ ಸಭೆ ಉಪಾಧ್ಯಕ್ಷ ಜೆ. ನಾಗರಾಜ್ ಭಾಗವಹಿಸಲಿದ್ದಾರೆ.: [341, 103, 471, 174]
dateline: ಚಿಕ್ಕಬಳ್ಳಾಪುರ:: [7, 101, 33, 107]
